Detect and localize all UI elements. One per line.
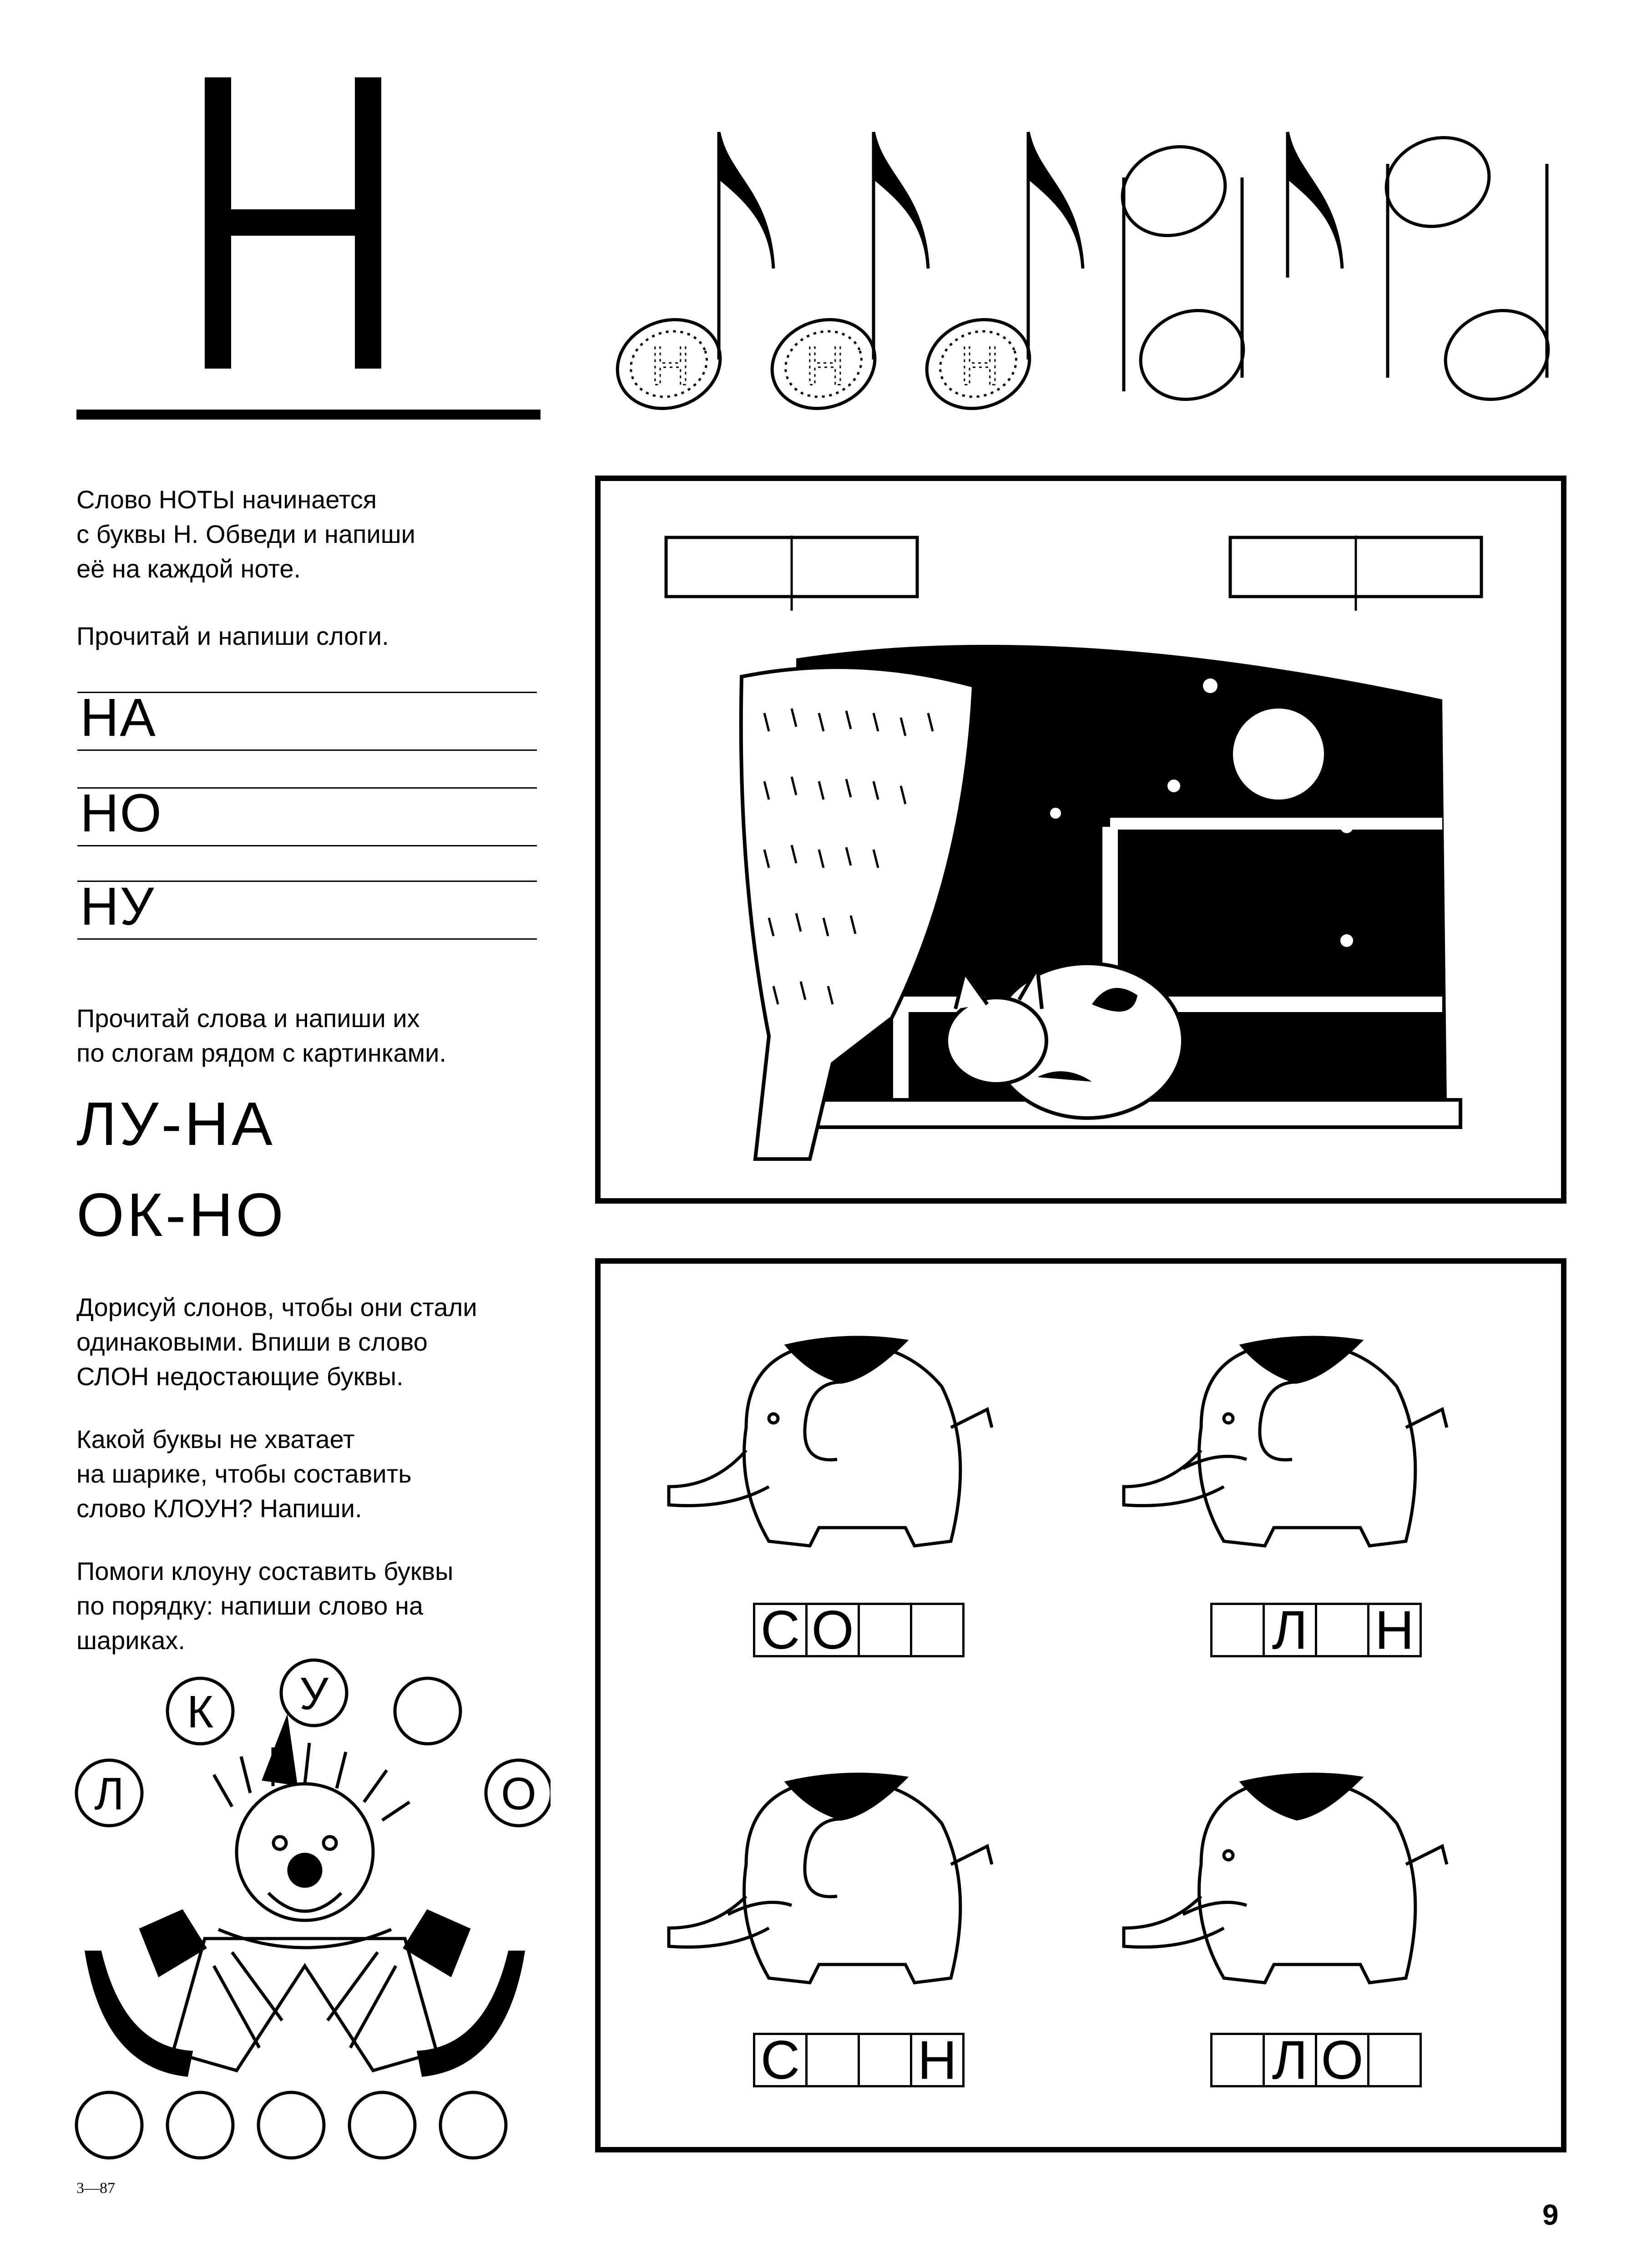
notes-illustration	[564, 123, 1601, 441]
letter-cell[interactable]: О	[805, 1603, 860, 1657]
answer-box-okno[interactable]	[1228, 536, 1483, 611]
instruction-words: Прочитай слова и напиши их по слогам рядом с картинками.	[76, 1004, 447, 1067]
letter-cell[interactable]	[910, 1603, 965, 1657]
syllable-text: НУ	[80, 876, 155, 937]
big-letter-n	[196, 77, 423, 387]
balloon-letter: О	[501, 1768, 536, 1819]
panel-elephants	[595, 1258, 1566, 2152]
letter-cell[interactable]	[1210, 1603, 1265, 1657]
letter-cell[interactable]	[805, 2033, 860, 2087]
instruction-balloon: Какой буквы не хватает на шарике, чтобы составить слово КЛОУН? Напиши.	[76, 1425, 412, 1523]
answer-box-luna[interactable]	[664, 536, 919, 611]
syllable-row-3[interactable]	[77, 876, 537, 940]
letter-cell[interactable]	[858, 1603, 912, 1657]
instruction-elephants: Дорисуй слонов, чтобы они стали одинаковыми. Впиши в слово СЛОН недостающие буквы.	[76, 1293, 477, 1391]
clown-illustration	[68, 1656, 551, 2166]
balloon-letter: К	[187, 1686, 214, 1737]
elephant-2	[1115, 1314, 1488, 1578]
note-inverted-1	[1110, 132, 1256, 413]
syllable-text: НА	[80, 688, 157, 748]
note-inverted-2	[1374, 123, 1561, 413]
word-boxes-2[interactable]	[1212, 1600, 1422, 1661]
balloon-letter: У	[299, 1668, 328, 1719]
instruction-notes: Слово НОТЫ начинается с буквы Н. Обведи и напиши её на каждой ноте.	[76, 485, 415, 583]
elephant-1	[660, 1314, 1033, 1578]
syllable-text: НО	[80, 783, 162, 843]
balloon-letter: Л	[94, 1768, 124, 1819]
letter-cell[interactable]: Н	[910, 2033, 965, 2087]
note-letter-3: Н	[960, 335, 1000, 396]
instruction-syllables: Прочитай и напиши слоги.	[76, 622, 389, 650]
word-okno: ОК-НО	[76, 1180, 287, 1249]
syllable-row-2[interactable]	[77, 783, 537, 846]
word-luna: ЛУ-НА	[76, 1089, 275, 1158]
page-number: 9	[1542, 2198, 1559, 2231]
elephant-3	[660, 1751, 1033, 2015]
elephant-4	[1115, 1751, 1488, 2015]
letter-cell[interactable]	[858, 2033, 912, 2087]
word-boxes-1[interactable]	[755, 1600, 965, 1661]
letter-cell[interactable]: С	[753, 2033, 808, 2087]
window-illustration	[719, 645, 1470, 1164]
panel-night-window	[595, 476, 1566, 1204]
header-rule	[76, 410, 541, 420]
instruction-clown: Помоги клоуну составить буквы по порядку: напиши слово на шариках.	[76, 1557, 454, 1655]
print-code: 3—87	[76, 2180, 115, 2197]
letter-cell[interactable]	[1210, 2033, 1265, 2087]
letter-cell[interactable]	[1315, 1603, 1369, 1657]
letter-cell[interactable]: О	[1315, 2033, 1369, 2087]
word-boxes-3[interactable]	[755, 2030, 965, 2091]
note-letter-2: Н	[805, 335, 845, 396]
letter-cell[interactable]: Н	[1367, 1603, 1422, 1657]
letter-cell[interactable]: Л	[1263, 1603, 1317, 1657]
letter-cell[interactable]: Л	[1263, 2033, 1317, 2087]
note-letter-1: Н	[651, 335, 690, 396]
word-boxes-4[interactable]	[1212, 2030, 1422, 2091]
letter-cell[interactable]	[1367, 2033, 1422, 2087]
letter-cell[interactable]: С	[753, 1603, 808, 1657]
syllable-row-1[interactable]	[77, 688, 537, 751]
note-flag-4	[1288, 132, 1342, 278]
